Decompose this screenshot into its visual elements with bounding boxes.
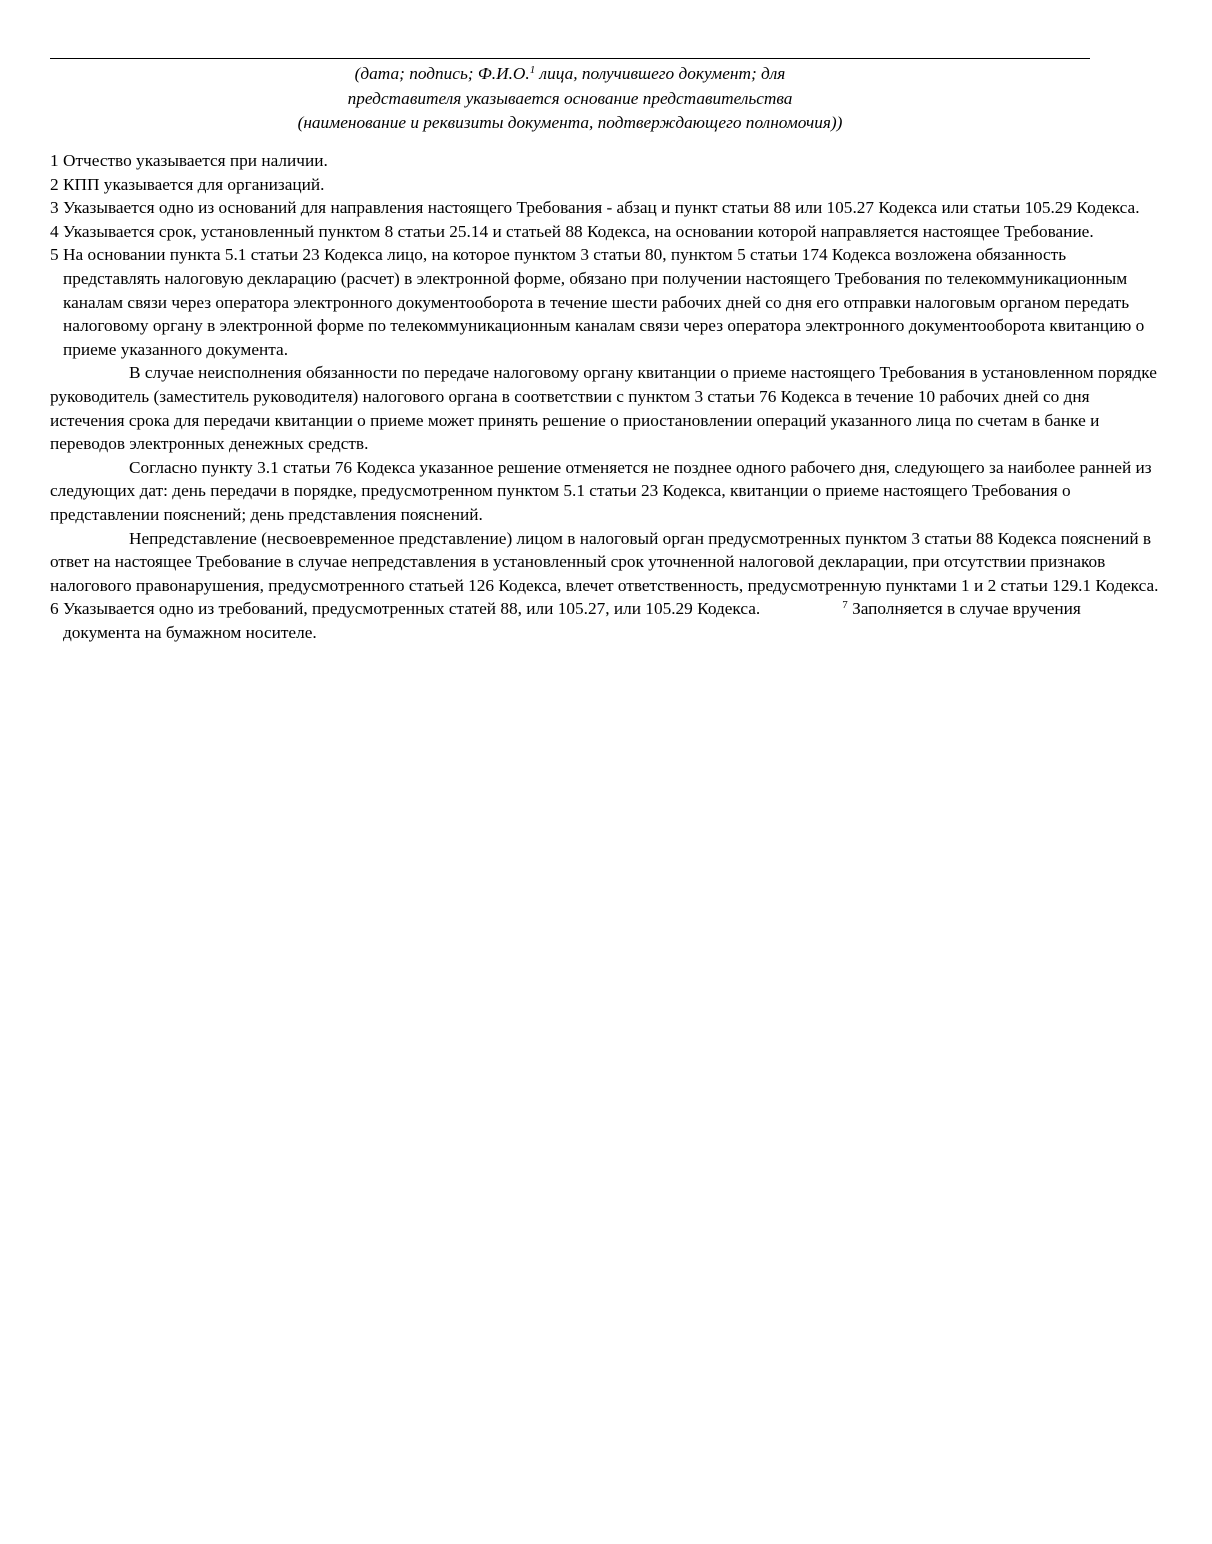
footnote-number: 4 — [50, 221, 59, 241]
footnote-ref-1: 1 — [529, 64, 536, 76]
footnote-number: 3 — [50, 198, 59, 218]
footnote-4 — [50, 220, 1162, 244]
caption-text: лица, получившего документ; для — [535, 64, 786, 83]
caption-line-2: представителя указывается основание представительства — [347, 88, 793, 108]
caption-text: (дата; подпись; Ф.И.О. — [354, 64, 530, 83]
footnote-2 — [50, 173, 1162, 197]
footnote-text: Указывается одно из оснований для направления настоящего Требования - абзац и пункт статьи 88 или 105.27 Кодекса или статьи 105.29 Кодекса. — [63, 198, 1140, 218]
footnote-number: 6 — [50, 599, 59, 619]
footnote-1 — [50, 149, 1162, 173]
paragraph-cancellation: Согласно пункту 3.1 статьи 76 Кодекса указанное решение отменяется не позднее одного рабочего дня, следующего за наиболее ранней из следующих дат: день передачи в порядке, предусмотренном пунктом 5.1 статьи 23 Кодекса, квитанции о приеме настоящего Требования о представлении пояснений; день представления пояснений. — [50, 457, 1152, 524]
footnote-number: 2 — [50, 174, 59, 194]
footnote-text: КПП указывается для организаций. — [63, 174, 325, 194]
footnote-3 — [50, 196, 1162, 220]
paragraph-suspension: В случае неисполнения обязанности по передаче налоговому органу квитанции о приеме настоящего Требования в установленном порядке руководитель (заместитель руководителя) налогового органа в соответствии с пунктом 3 статьи 76 Кодекса в течение 10 рабочих дней со дня истечения срока для передачи квитанции о приеме может принять решение о приостановлении операций указанного лица по счетам в банке и переводов электронных денежных средств. — [50, 363, 1157, 454]
footnote-6 — [50, 597, 1162, 644]
footnote-ref-7: 7 — [842, 599, 848, 612]
footnotes-section — [50, 149, 1162, 644]
caption-line-1 — [50, 62, 1090, 87]
footnote-text: Отчество указывается при наличии. — [63, 151, 328, 170]
paragraph-liability: Непредставление (несвоевременное представление) лицом в налоговый орган предусмотренных пунктом 3 статьи 88 Кодекса пояснений в ответ на настоящее Требование в случае непредставления в установленный срок уточненной налоговой декларации, при отсутствии признаков налогового правонарушения, предусмотренного статьей 126 Кодекса, влечет ответственность, предусмотренную пунктами 1 и 2 статьи 129.1 Кодекса. — [50, 528, 1159, 595]
footnote-text: Указывается срок, установленный пунктом 8 статьи 25.14 и статьей 88 Кодекса, на основании которой направляется настоящее Требование. — [63, 221, 1094, 241]
footnote-number: 5 — [50, 245, 59, 265]
footnote-text: На основании пункта 5.1 статьи 23 Кодекса лицо, на которое пунктом 3 статьи 80, пунктом 5 статьи 174 Кодекса возложена обязанность представлять налоговую декларацию (расчет) в электронной форме, обязано при получении настоящего Требования по телекоммуникационным каналам связи через оператора электронного документооборота в течение шести рабочих дней со дня его отправки налоговым органом передать налоговому органу в электронной форме по телекоммуникационным каналам связи через оператора электронного документооборота квитанцию о приеме указанного документа. — [63, 245, 1145, 359]
footnote-5 — [50, 243, 1162, 361]
footnote-number: 1 — [50, 151, 59, 170]
signature-line — [50, 58, 1090, 59]
caption-line-3: (наименование и реквизиты документа, подтверждающего полномочия)) — [297, 113, 843, 132]
signature-caption — [50, 62, 1090, 136]
footnote-text: Указывается одно из требований, предусмотренных статей 88, или 105.27, или 105.29 Кодекса. — [63, 599, 761, 619]
footnote-7-text: Заполняется в случае вручения документа на бумажном носителе. — [63, 599, 1081, 642]
